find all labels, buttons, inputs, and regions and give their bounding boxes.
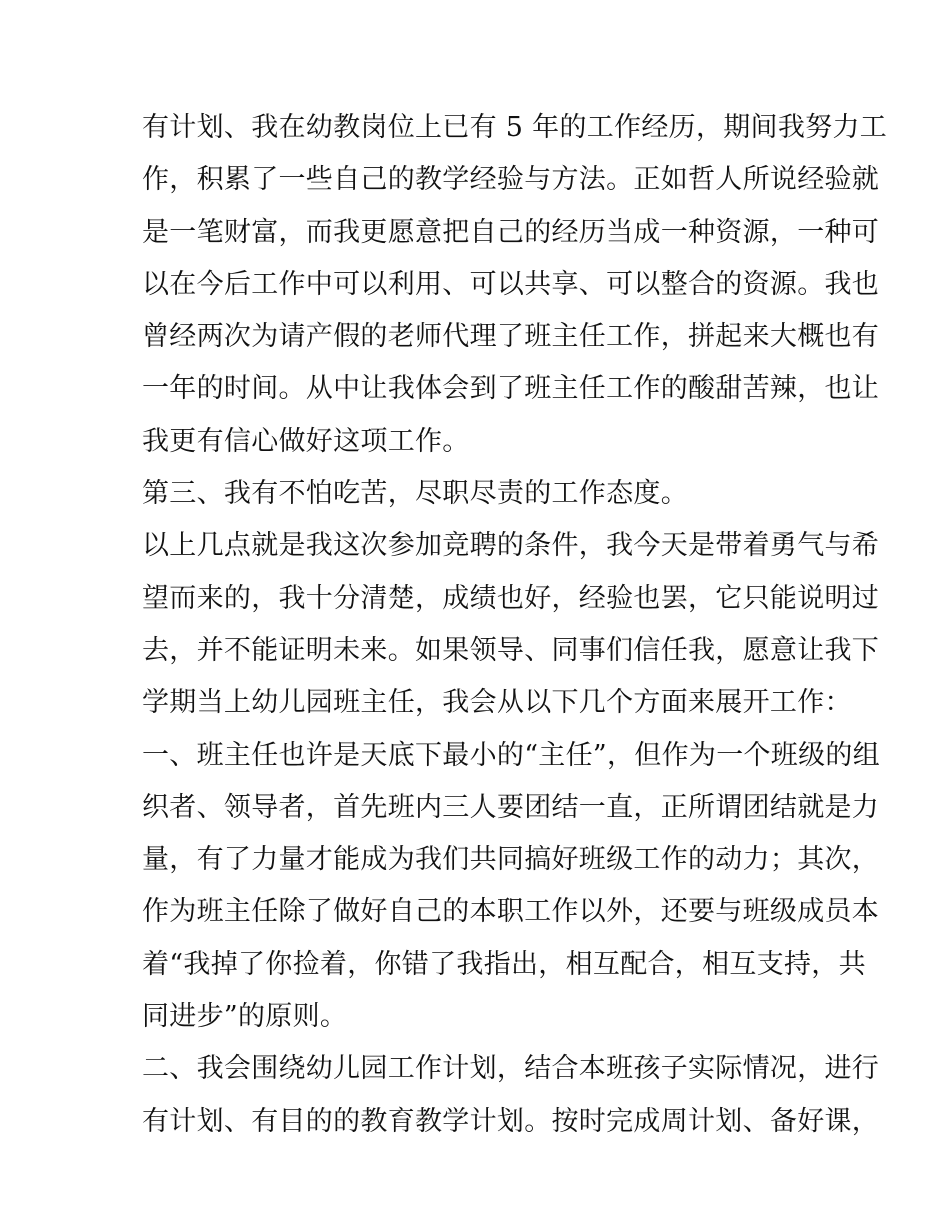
text-line: 量，有了力量才能成为我们共同搞好班级工作的动力；其次， bbox=[142, 844, 880, 876]
text-line: 着“我掉了你捡着，你错了我指出，相互配合，相互支持，共 bbox=[142, 948, 866, 980]
text-line: 一、班主任也许是天底下最小的“主任”，但作为一个班级的组 bbox=[142, 739, 881, 771]
text-line: 织者、领导者，首先班内三人要团结一直，正所谓团结就是力 bbox=[142, 791, 880, 823]
text-line: 我更有信心做好这项工作。 bbox=[142, 425, 470, 457]
text-line: 作，积累了一些自己的教学经验与方法。正如哲人所说经验就 bbox=[142, 164, 880, 196]
body-text bbox=[142, 102, 888, 1148]
text-line: 望而来的，我十分清楚，成绩也好，经验也罢，它只能说明过 bbox=[142, 582, 880, 614]
text-line: 有计划、我在幼教岗位上已有 5 年的工作经历，期间我努力工 bbox=[142, 112, 888, 143]
text-line: 以在今后工作中可以利用、可以共享、可以整合的资源。我也 bbox=[142, 268, 880, 300]
text-line: 是一笔财富，而我更愿意把自己的经历当成一种资源，一种可 bbox=[142, 216, 880, 248]
text-line: 去，并不能证明未来。如果领导、同事们信任我，愿意让我下 bbox=[142, 634, 880, 666]
text-line: 作为班主任除了做好自己的本职工作以外，还要与班级成员本 bbox=[142, 896, 880, 928]
text-line: 以上几点就是我这次参加竞聘的条件，我今天是带着勇气与希 bbox=[142, 530, 880, 562]
text-line: 学期当上幼儿园班主任，我会从以下几个方面来展开工作： bbox=[142, 687, 852, 719]
text-line: 第三、我有不怕吃苦，尽职尽责的工作态度。 bbox=[142, 478, 688, 510]
text-line: 曾经两次为请产假的老师代理了班主任工作，拼起来大概也有 bbox=[142, 321, 880, 353]
text-line: 一年的时间。从中让我体会到了班主任工作的酸甜苦辣，也让 bbox=[142, 373, 880, 405]
text-line: 二、我会围绕幼儿园工作计划，结合本班孩子实际情况，进行 bbox=[142, 1053, 880, 1085]
text-line: 有计划、有目的的教育教学计划。按时完成周计划、备好课， bbox=[142, 1105, 880, 1137]
text-line: 同进步”的原则。 bbox=[142, 1001, 348, 1033]
